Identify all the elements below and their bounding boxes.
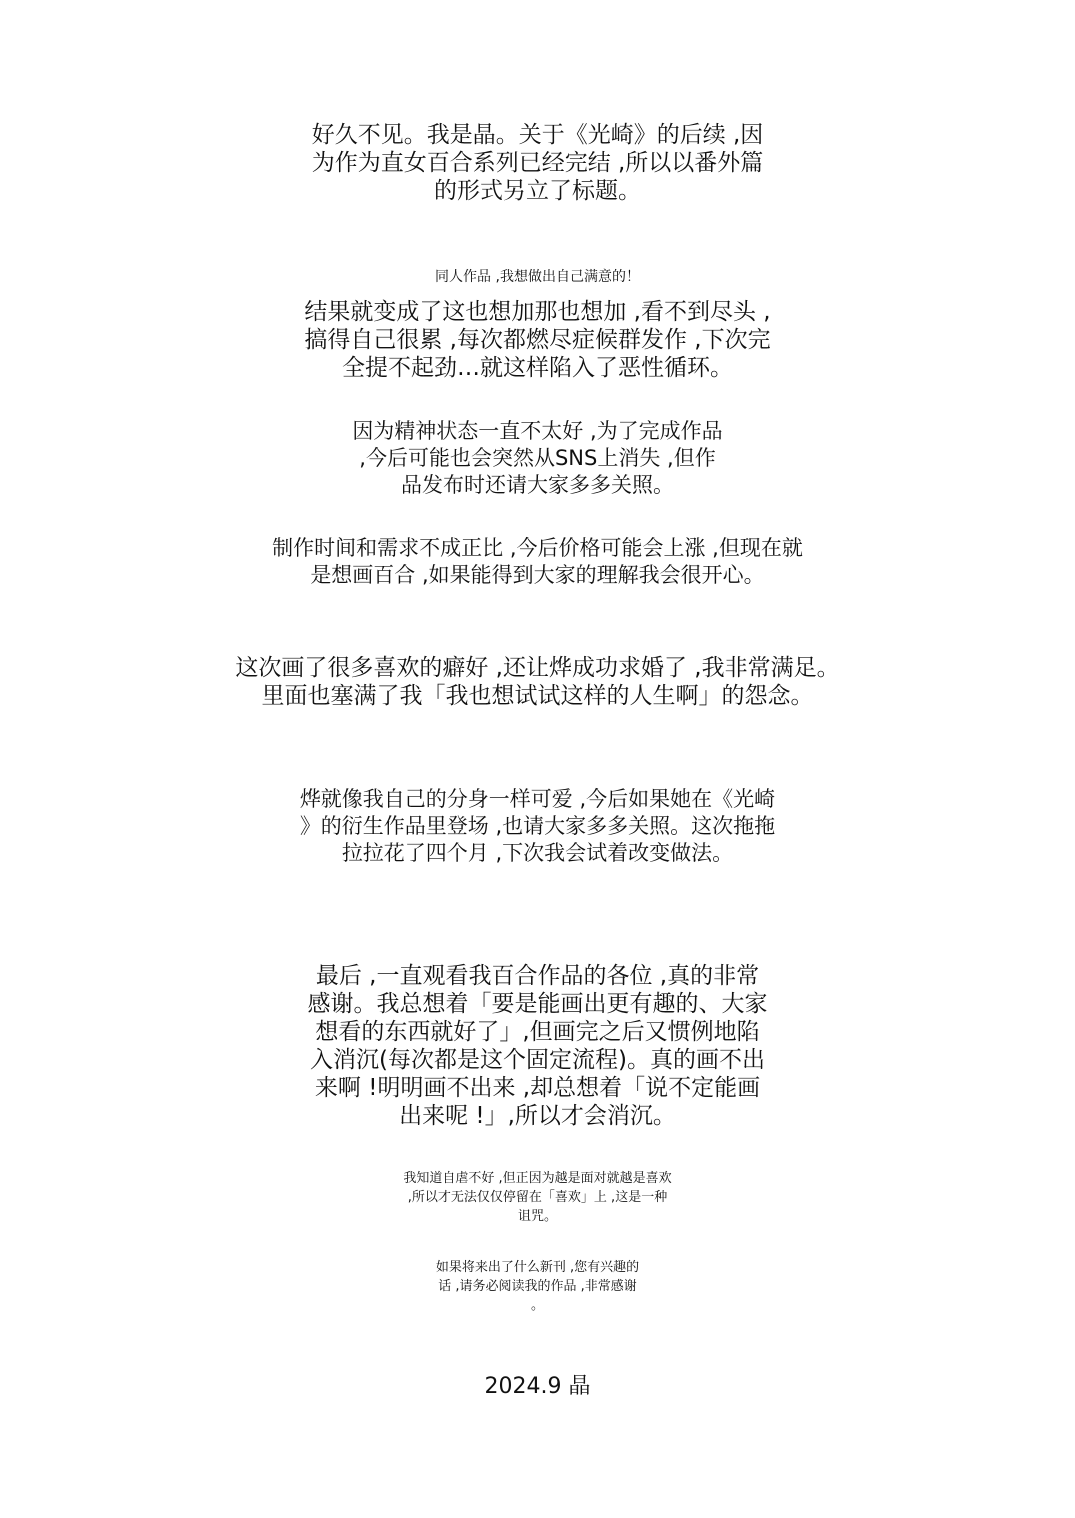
text-line: 拉拉花了四个月 ,下次我会试着改变做法。: [341, 841, 734, 865]
paragraph-thanks: [0, 962, 1075, 1130]
text-line: 是想画百合 ,如果能得到大家的理解我会很开心。: [310, 563, 765, 587]
text-line: 我知道自虐不好 ,但正因为越是面对就越是喜欢: [403, 1171, 672, 1186]
text-line: 最后 ,一直观看我百合作品的各位 ,真的非常: [315, 963, 760, 989]
text-line: 入消沉(每次都是这个固定流程)。真的画不出: [310, 1047, 765, 1073]
text-line: 因为精神状态一直不太好 ,为了完成作品: [352, 419, 723, 443]
text-line: 出来呢 !」,所以才会消沉。: [399, 1103, 676, 1129]
paragraph-burnout: [0, 298, 1075, 382]
paragraph-mental-state: [0, 418, 1075, 499]
paragraph-pricing: [0, 535, 1075, 589]
text-line: 来啊 !明明画不出来 ,却总想着「说不定能画: [314, 1075, 761, 1101]
paragraph-curse: [0, 1169, 1075, 1226]
text-line: 的形式另立了标题。: [434, 178, 641, 204]
text-line: 诅咒。: [517, 1209, 557, 1224]
text-line: 这次画了很多喜欢的癖好 ,还让烨成功求婚了 ,我非常满足。: [235, 655, 840, 681]
signature-text: 2024.9 晶: [484, 1374, 591, 1399]
text-line: 同人作品 ,我想做出自己满意的！: [435, 269, 640, 285]
text-line: 》的衍生作品里登场 ,也请大家多多关照。这次拖拖: [299, 814, 776, 838]
paragraph-greeting: [0, 121, 1075, 205]
signature: [0, 1373, 1075, 1401]
text-line: 结果就变成了这也想加那也想加 ,看不到尽头 ,: [304, 299, 771, 325]
text-line: ,今后可能也会突然从SNS上消失 ,但作: [359, 446, 716, 470]
text-line: 。: [530, 1298, 544, 1313]
text-line: 搞得自己很累 ,每次都燃尽症候群发作 ,下次完: [304, 327, 771, 353]
text-line: 烨就像我自己的分身一样可爱 ,今后如果她在《光崎: [299, 787, 776, 811]
text-line: 如果将来出了什么新刊 ,您有兴趣的: [435, 1260, 640, 1275]
text-line: ,所以才无法仅仅停留在「喜欢」上 ,这是一种: [407, 1190, 668, 1205]
text-line: 制作时间和需求不成正比 ,今后价格可能会上涨 ,但现在就: [272, 536, 803, 560]
text-line: 里面也塞满了我「我也想试试这样的人生啊」的怨念。: [261, 683, 814, 709]
text-line: 全提不起劲…就这样陷入了恶性循环。: [342, 355, 733, 381]
paragraph-new-release: [0, 1258, 1075, 1315]
paragraph-character: [0, 786, 1075, 867]
text-line: 想看的东西就好了」,但画完之后又惯例地陷: [315, 1019, 760, 1045]
text-line: 话 ,请务必阅读我的作品 ,非常感谢: [438, 1279, 637, 1294]
text-line: 为作为直女百合系列已经完结 ,所以以番外篇: [311, 150, 764, 176]
paragraph-doujin-note: [0, 268, 1075, 287]
text-line: 好久不见。我是晶。关于《光崎》的后续 ,因: [311, 122, 764, 148]
text-line: 感谢。我总想着「要是能画出更有趣的、大家: [307, 991, 768, 1017]
paragraph-favorites: [0, 654, 1075, 710]
text-line: 品发布时还请大家多多关照。: [401, 473, 674, 497]
